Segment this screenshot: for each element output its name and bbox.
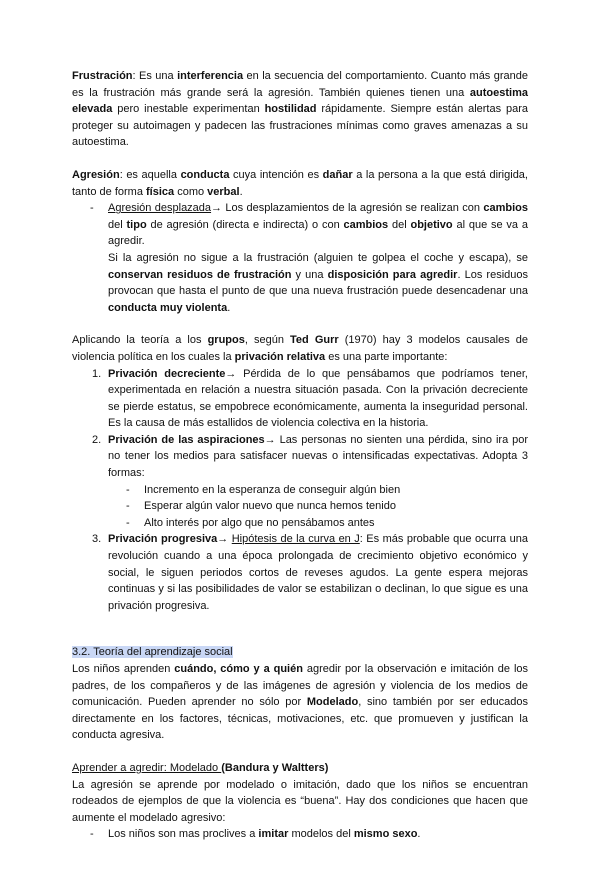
list-marker: - [90,202,94,215]
text: de agresión (directa e indirecta) o con [146,218,344,231]
text: modelos del [288,828,354,841]
bold-text: autoestima elevada [72,86,528,116]
text: . Los residuos provocan que hasta el punto de que una nueva frustración puede desencadenar una [108,268,528,298]
list-item [90,200,529,250]
bold-text: privación relativa [234,350,326,363]
paragraph [72,777,528,827]
text: . [227,301,231,314]
list-item [92,531,528,614]
bold-text: verbal [207,185,240,198]
paragraph [108,250,528,316]
bold-text: cambios [343,218,389,231]
text: : Es más probable que ocurra una revolución cuando a una época prolongada de crecimiento objetivo económico y social, le siguen periodos cortos de reveses agudos. La gente espera mejoras continuas y si las posibilidades de valor se estabilizan o declinan, lo que sigue es una privación progresiva. [108,533,528,612]
text: Los niños aprenden [72,663,175,675]
text: : es aquella [119,168,181,181]
underlined-text: Hipótesis de la curva en J [231,533,360,546]
text: Aplicando la teoría a los [72,334,208,347]
paragraph [72,68,528,151]
bold-text: grupos [207,334,245,347]
text: La agresión se aprende por modelado o imitación, dado que los niños se encuentran rodeados de ejemplos de que la violencia es “buena”. Hay dos condiciones que hacen que aumente el modelado agresivo: [72,778,528,824]
bold-text: cambios [483,202,529,215]
list-marker: - [126,516,130,529]
text: del [108,218,127,231]
bold-text: física [146,185,175,198]
section-agresion [72,167,528,316]
list-item [90,826,528,843]
text: en la secuencia del comportamiento. Cuanto más grande es la frustración más grande será la agresión. También quienes tienen una [72,70,528,99]
text: es una parte importante: [325,350,448,363]
section-modelos-gurr [72,332,528,614]
paragraph [72,760,528,777]
paragraph [72,332,528,365]
list-item [92,432,528,482]
text: Incremento en la esperanza de conseguir algún bien [144,483,401,496]
text: → [217,533,232,546]
text: agredir por la observación e imitación de los padres, de los compañeros y de las imágenes de agresión y violencia de los medios de comunicación. Pueden aprender no sólo por [72,663,529,709]
text: rápidamente. Siempre están alertas para proteger su autoimagen y padecen las frustraciones mínimas como graves amenazas a su autoestima. [72,103,528,149]
list-marker: 2. [92,433,102,446]
text: → Las personas no sienten una pérdida, sino ira por no tener los medios para satisfacer nuevas o intensificadas expectativas. Adopta 3 formas: [108,433,528,480]
bold-text: Frustración [72,70,133,82]
text: , sino también por ser educados directamente en los factores, técnicas, motivaciones, etc. que promueven y justifican la conducta agresiva. [72,696,528,742]
bold-text: conservan residuos de frustración [108,268,292,281]
bold-text: Privación de las aspiraciones [108,433,265,446]
bold-text: Privación progresiva [108,533,218,546]
text: y una [291,268,328,281]
bold-text: cuándo, cómo y a quién [174,663,303,675]
bold-text: tipo [126,218,147,231]
text: cuya intención es [229,168,323,181]
bold-text: interferencia [177,70,244,82]
text: a la persona a la que está dirigida, tanto de forma [72,168,528,198]
text: → Pérdida de lo que pensábamos que podríamos tener, experimentada en relación a nuestra situación pasada. Con la privación decreciente se pierde estatus, se empobrece económicamente, aumenta la inseguridad personal. Es la causa de más estallidos de violencia colectiva en la historia. [108,367,528,430]
bold-text: conducta muy violenta [108,301,228,314]
list-item [126,515,528,532]
paragraph [72,167,528,200]
list-marker: - [126,483,130,496]
text: . [417,828,421,841]
bold-text: Agresión [72,168,120,181]
list-marker: - [126,500,130,513]
text: . [239,185,243,198]
section-heading: 3.2. Teoría del aprendizaje social [72,646,233,659]
bold-text: imitar [258,828,289,841]
text: Los niños son mas proclives a [108,828,259,841]
list-item [126,482,528,499]
paragraph-frustracion [72,68,528,151]
text: al que se va a agredir. [108,218,528,248]
list-marker: - [90,828,94,841]
text: , según [244,334,291,347]
list-item [92,366,528,432]
text: → Los desplazamientos de la agresión se realizan con [211,202,484,215]
text: Alto interés por algo que no pensábamos antes [144,516,375,529]
bold-text: mismo sexo [353,828,418,841]
bold-text: conducta [180,168,230,181]
text: pero inestable experimentan [112,103,265,116]
bold-text: Ted Gurr [290,334,339,347]
text: como [174,185,208,198]
text: del [388,218,411,231]
underlined-text: Aprender a agredir: Modelado [72,761,222,774]
text: (1970) hay 3 modelos causales de violencia política en los cuales la [72,334,529,363]
section-aprendizaje-social [72,644,528,744]
bold-text: hostilidad [264,103,317,116]
bold-text: dañar [322,168,353,181]
list-marker: 3. [92,533,102,546]
text: Si la agresión no sigue a la frustración (alguien te golpea el coche y escapa), se [108,251,528,264]
text: : Es una [132,70,178,82]
bold-text: Privación decreciente [108,367,226,380]
list-item [126,498,528,515]
section-modelado [72,760,528,843]
bold-text: disposición para agredir [327,268,458,281]
text: Esperar algún valor nuevo que nunca hemos tenido [144,500,396,513]
bold-text: Modelado [306,696,359,709]
bold-text: objetivo [410,218,453,231]
paragraph [72,661,528,744]
paragraph [72,644,528,661]
list-marker: 1. [92,367,102,380]
bold-text: (Bandura y Waltters) [221,761,329,774]
underlined-text: Agresión desplazada [108,202,212,215]
